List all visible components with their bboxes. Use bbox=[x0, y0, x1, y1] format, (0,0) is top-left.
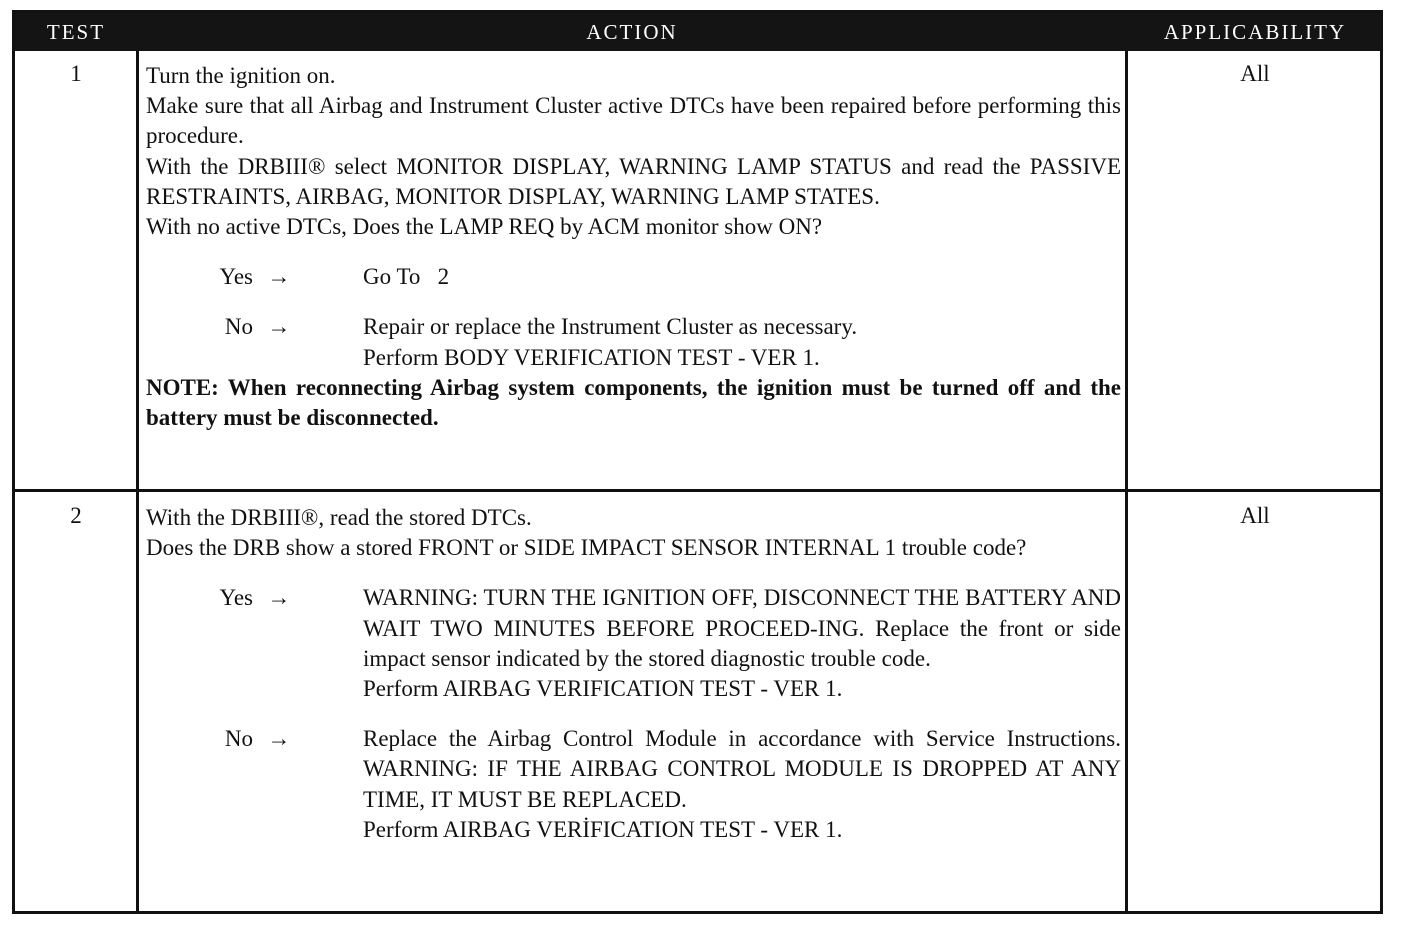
answer-yes bbox=[146, 262, 1121, 292]
header-test: TEST bbox=[46, 20, 106, 44]
answer-no bbox=[146, 312, 1121, 372]
test-number-1: 1 bbox=[70, 61, 82, 86]
answer-line: Perform BODY VERIFICATION TEST - VER 1. bbox=[363, 344, 820, 370]
answer-line: Go To 2 bbox=[363, 264, 450, 290]
answer-yes bbox=[146, 583, 1121, 704]
action-line: With no active DTCs, Does the LAMP REQ by ACM monitor show ON? bbox=[146, 214, 823, 240]
answer-text bbox=[363, 724, 1121, 845]
diagnostic-table bbox=[12, 10, 1383, 914]
answer-text bbox=[363, 583, 1121, 704]
answer-line: Perform AIRBAG VERIFICATION TEST - VER 1. bbox=[363, 676, 843, 702]
arrow-icon: → bbox=[267, 726, 291, 752]
arrow-icon: → bbox=[267, 314, 291, 340]
action-line: Make sure that all Airbag and Instrument Cluster active DTCs have been repaired before performing this procedure. bbox=[146, 93, 1121, 149]
column-divider bbox=[1125, 51, 1128, 911]
answer-no bbox=[146, 724, 1121, 845]
note: NOTE: When reconnecting Airbag system components, the ignition must be turned off and the battery must be disconnected. bbox=[146, 374, 1121, 431]
answer-line: WARNING: TURN THE IGNITION OFF, DISCONNECT THE BATTERY AND WAIT TWO MINUTES BEFORE PROCEED-ING. Replace the front or side impact sensor indicated by the stored diagnostic trouble code. bbox=[363, 585, 1121, 671]
row-divider bbox=[15, 489, 1380, 492]
action-line: Does the DRB show a stored FRONT or SIDE IMPACT SENSOR INTERNAL 1 trouble code? bbox=[146, 535, 1027, 561]
answer-line: Replace the Airbag Control Module in accordance with Service Instructions. WARNING: IF THE AIRBAG CONTROL MODULE IS DROPPED AT ANY TIME, IT MUST BE REPLACED. bbox=[363, 726, 1121, 812]
arrow-icon: → bbox=[267, 585, 291, 611]
answer-label: Yes bbox=[219, 585, 253, 611]
header-action: ACTION bbox=[586, 20, 678, 44]
arrow-icon: → bbox=[267, 264, 291, 290]
answer-line: Repair or replace the Instrument Cluster as necessary. bbox=[363, 314, 858, 340]
answer-text bbox=[363, 262, 1121, 292]
action-line: Turn the ignition on. bbox=[146, 63, 336, 88]
column-divider bbox=[136, 51, 139, 911]
answer-line: Perform AIRBAG VERİFICATION TEST - VER 1. bbox=[363, 816, 843, 842]
header-applicability: APPLICABILITY bbox=[1163, 20, 1347, 44]
answer-label: No bbox=[224, 726, 253, 752]
applicability-2: All bbox=[1240, 503, 1270, 528]
answer-label: No bbox=[224, 314, 253, 340]
applicability-1: All bbox=[1240, 61, 1270, 86]
answer-text bbox=[363, 312, 1121, 372]
answer-label: Yes bbox=[219, 264, 253, 290]
action-cell-1 bbox=[146, 61, 1121, 433]
action-line: With the DRBIII®, read the stored DTCs. bbox=[146, 505, 532, 530]
action-line: With the DRBIII® select MONITOR DISPLAY, WARNING LAMP STATUS and read the PASSIVE RESTRAINTS, AIRBAG, MONITOR DISPLAY, WARNING LAMP STATES. bbox=[146, 153, 1121, 209]
action-cell-2 bbox=[146, 503, 1121, 845]
test-number-2: 2 bbox=[70, 503, 82, 528]
table-header bbox=[15, 13, 1380, 51]
